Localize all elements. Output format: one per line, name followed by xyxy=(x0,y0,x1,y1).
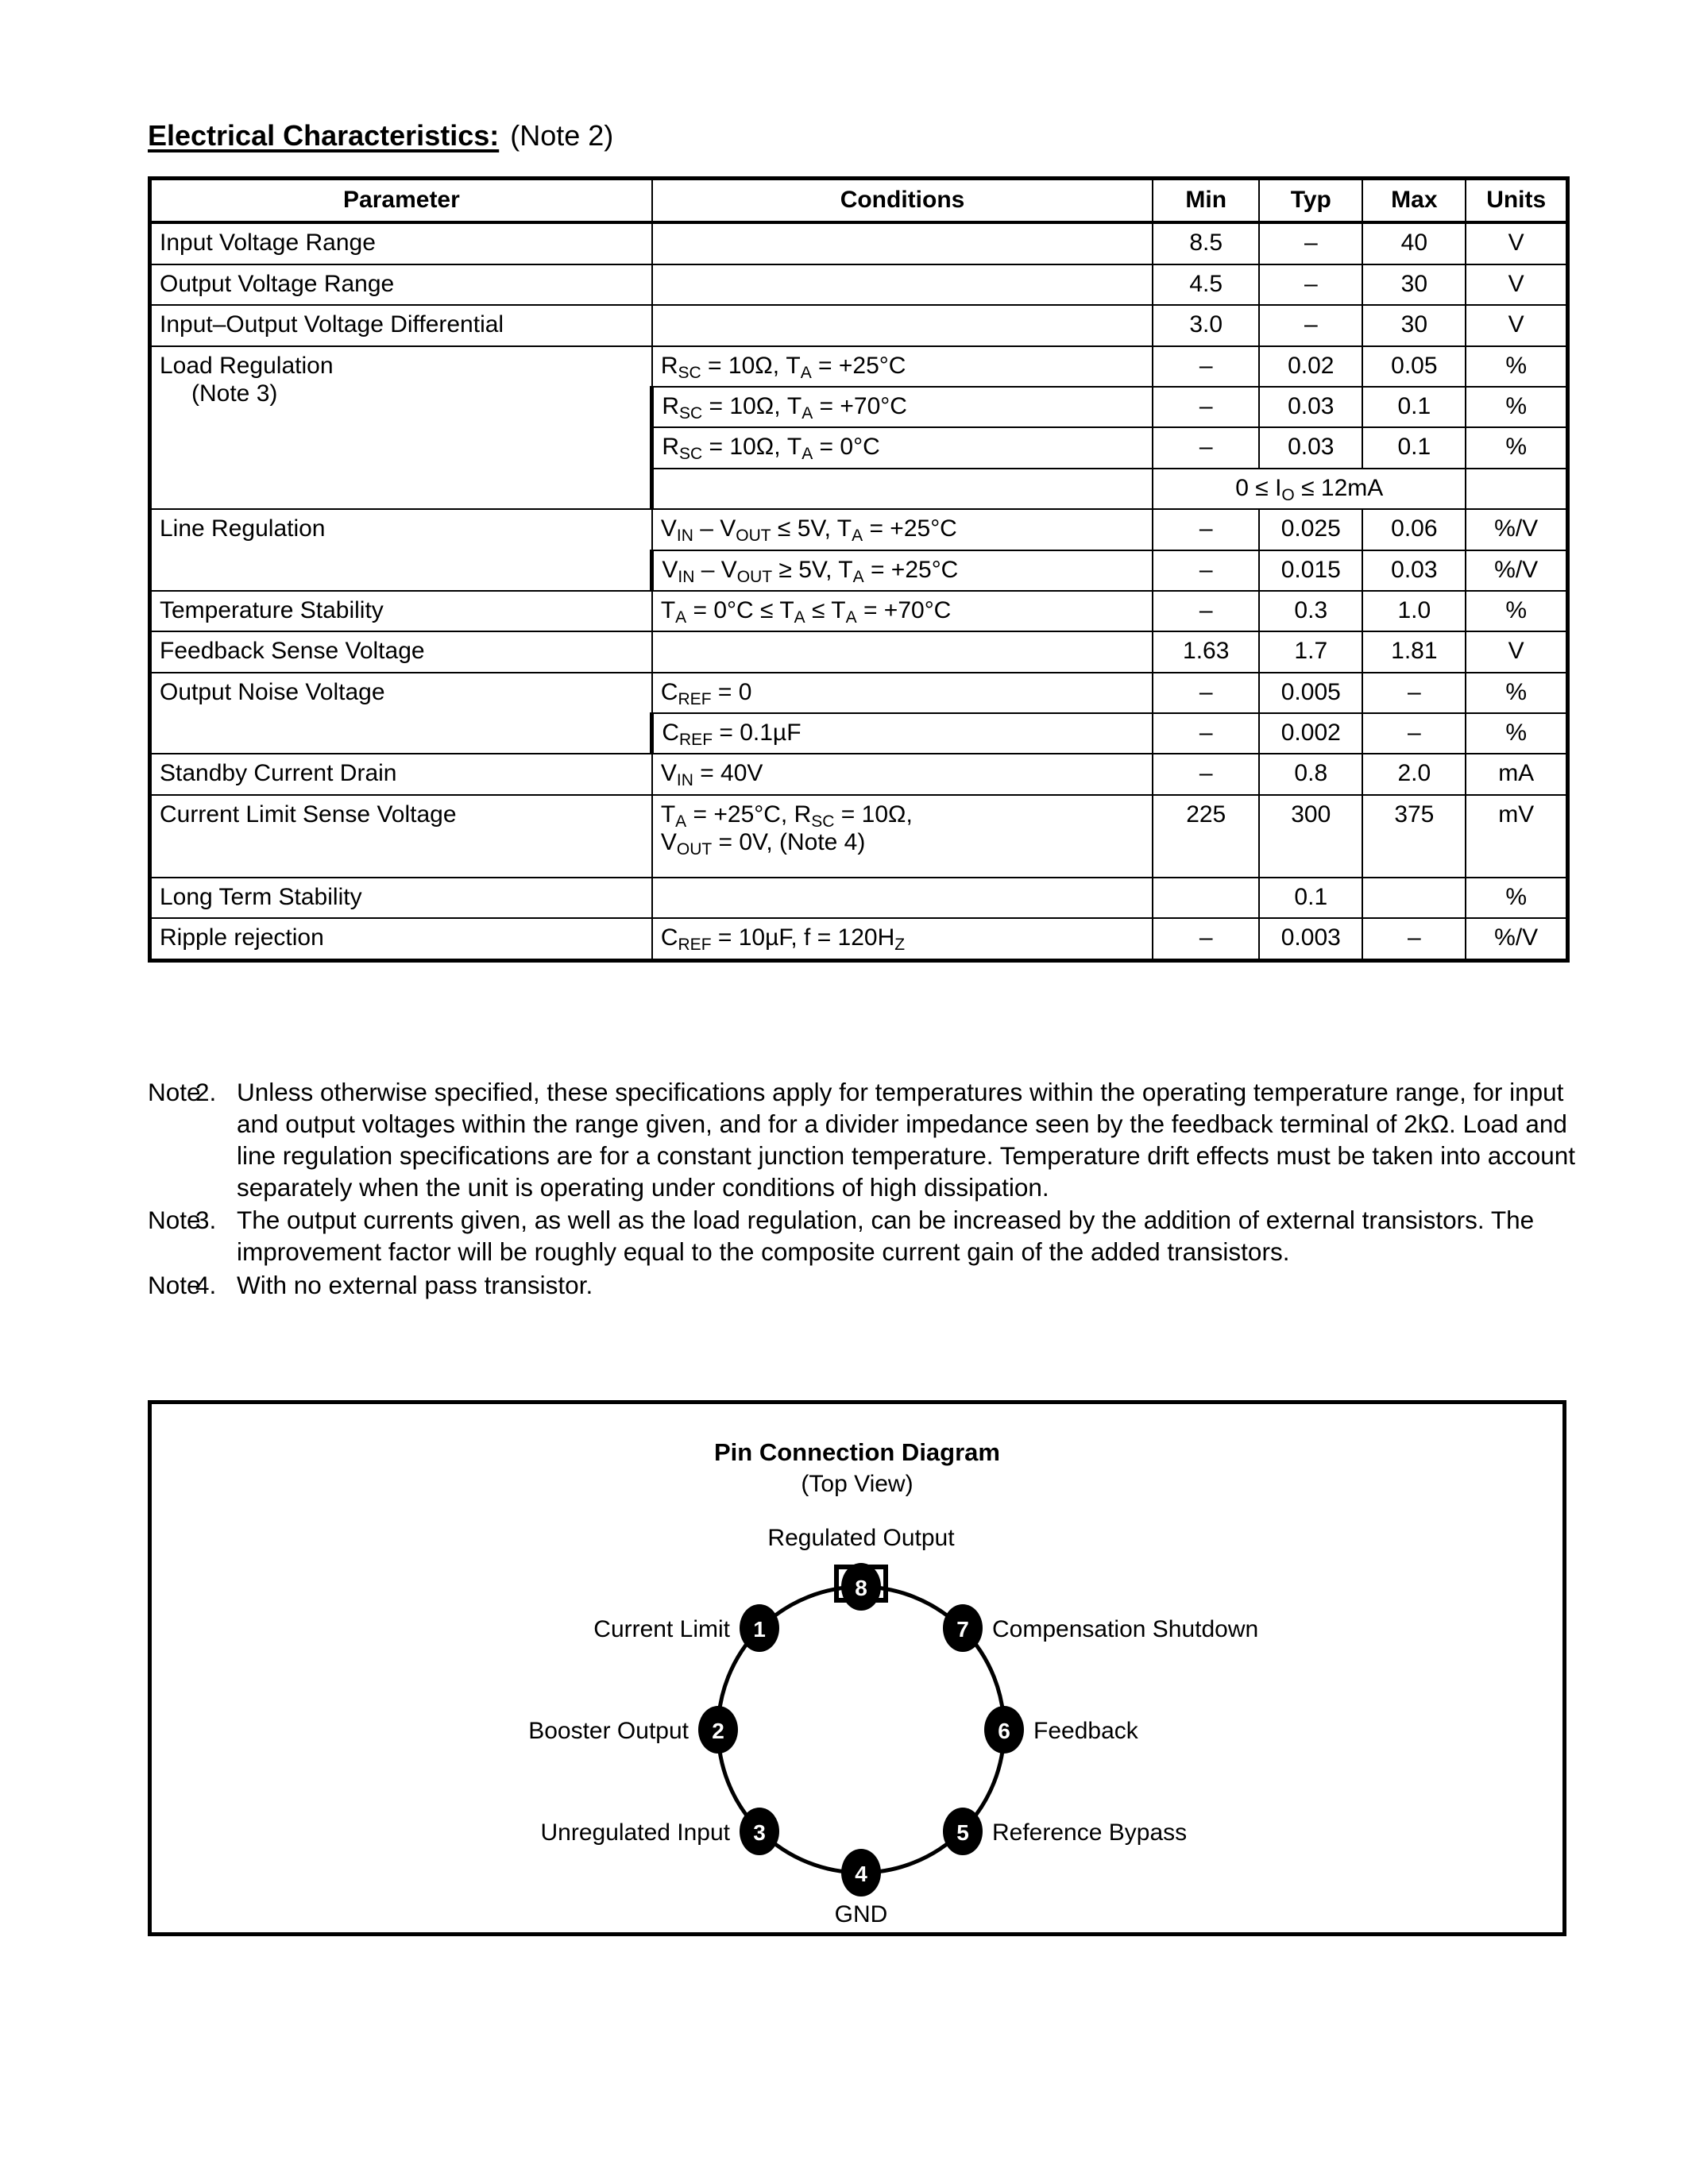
cell-units: V xyxy=(1466,222,1567,264)
cell-units: % xyxy=(1466,346,1567,387)
cell-max: 40 xyxy=(1362,222,1466,264)
cell-parameter: Input–Output Voltage Differential xyxy=(150,305,652,345)
cell-max xyxy=(1362,878,1466,918)
cell-units: % xyxy=(1466,591,1567,631)
cell-typ: 0.02 xyxy=(1259,346,1362,387)
notes-section xyxy=(148,1077,1578,1303)
cell-typ: 0.005 xyxy=(1259,673,1362,713)
cell-parameter: Long Term Stability xyxy=(150,878,652,918)
pin-2 xyxy=(528,1706,738,1754)
cell-conditions: $R_{SC} = 10\Omega$, $T_A = +25^\circ C$ xyxy=(652,346,1153,387)
cell-units: V xyxy=(1466,305,1567,345)
cell-max: – xyxy=(1362,918,1466,960)
cell-min: – xyxy=(1153,346,1259,387)
cell-conditions xyxy=(652,631,1153,672)
cell-conditions: $C_{REF} = 0$ xyxy=(652,673,1153,713)
pin-label-current-limit: Current Limit xyxy=(593,1616,730,1642)
cell-conditions xyxy=(652,469,1153,509)
note-text: The output currents given, as well as the load regulation, can be increased by the addition of external transistors. The improvement factor will be roughly equal to the composite current gain of the added transistors. xyxy=(237,1206,1535,1267)
pin-label-unregulated-input: Unregulated Input xyxy=(540,1819,730,1846)
cell-parameter: Output Voltage Range xyxy=(150,264,652,305)
cell-conditions xyxy=(652,878,1153,918)
cell-parameter: Output Noise Voltage xyxy=(150,673,652,754)
cell-conditions xyxy=(652,222,1153,264)
pin-number-2: 2 xyxy=(712,1719,724,1743)
cell-conditions xyxy=(652,305,1153,345)
cell-typ: 0.03 xyxy=(1259,427,1362,468)
cell-min: – xyxy=(1153,550,1259,591)
pin-3 xyxy=(540,1808,779,1855)
cell-max: 0.1 xyxy=(1362,427,1466,468)
pin-number-3: 3 xyxy=(753,1820,766,1845)
note-number: 2. xyxy=(195,1078,217,1106)
cell-max: 375 xyxy=(1362,795,1466,878)
cell-max: 30 xyxy=(1362,305,1466,345)
section-note-ref: (Note 2) xyxy=(510,119,614,152)
cell-conditions: $V_{IN} - V_{OUT} \ge 5V$, $T_A = +25^\circ C$ xyxy=(652,550,1153,591)
pin-label-feedback: Feedback xyxy=(1033,1718,1138,1744)
cell-max: 1.0 xyxy=(1362,591,1466,631)
cell-typ: 0.8 xyxy=(1259,754,1362,794)
cell-units xyxy=(1466,469,1567,509)
column-header-parameter: Parameter xyxy=(150,179,652,223)
cell-typ: 0.015 xyxy=(1259,550,1362,591)
cell-min xyxy=(1153,878,1259,918)
cell-parameter: Input Voltage Range xyxy=(150,222,652,264)
cell-conditions: $V_{IN} - V_{OUT} \le 5V$, $T_A = +25^\circ C$ xyxy=(652,509,1153,550)
pin-number-5: 5 xyxy=(956,1820,969,1845)
cell-min: – xyxy=(1153,918,1259,960)
pin-5 xyxy=(943,1808,1187,1855)
cell-units: % xyxy=(1466,387,1567,427)
cell-min: 3.0 xyxy=(1153,305,1259,345)
note-number: 3. xyxy=(195,1206,217,1235)
table-row xyxy=(150,591,1568,631)
pin-7 xyxy=(943,1604,1258,1652)
cell-min: 4.5 xyxy=(1153,264,1259,305)
pin-number-4: 4 xyxy=(855,1862,867,1886)
table-row xyxy=(150,754,1568,794)
cell-max: 30 xyxy=(1362,264,1466,305)
cell-max: 0.03 xyxy=(1362,550,1466,591)
column-header-min: Min xyxy=(1153,179,1259,223)
diagram-subtitle: (Top View) xyxy=(801,1471,914,1497)
cell-conditions xyxy=(652,264,1153,305)
cell-parameter: Current Limit Sense Voltage xyxy=(150,795,652,878)
table-row xyxy=(150,509,1568,550)
cell-spanned-condition: $0 \le I_O \le 12mA$ xyxy=(1153,469,1466,509)
diagram-title: Pin Connection Diagram xyxy=(714,1438,1000,1466)
cell-typ: 0.002 xyxy=(1259,713,1362,754)
pin-number-6: 6 xyxy=(998,1719,1010,1743)
cell-parameter: Standby Current Drain xyxy=(150,754,652,794)
cell-min: – xyxy=(1153,754,1259,794)
cell-min: – xyxy=(1153,387,1259,427)
pin-label-compensation-shutdown: Compensation Shutdown xyxy=(992,1616,1259,1642)
pin-1 xyxy=(593,1604,779,1652)
cell-max: 1.81 xyxy=(1362,631,1466,672)
cell-max: – xyxy=(1362,673,1466,713)
cell-min: – xyxy=(1153,509,1259,550)
pin-6 xyxy=(984,1706,1139,1754)
table-row xyxy=(150,795,1568,878)
cell-parameter xyxy=(150,346,652,510)
cell-units: % xyxy=(1466,713,1567,754)
cell-conditions: $R_{SC} = 10\Omega$, $T_A = 0^\circ C$ xyxy=(652,427,1153,468)
note-label: Note xyxy=(148,1271,201,1300)
pin-number-7: 7 xyxy=(956,1617,969,1642)
pin-4 xyxy=(835,1849,888,1927)
column-header-typ: Typ xyxy=(1259,179,1362,223)
pin-circle-graphic xyxy=(152,1404,1570,1932)
cell-typ: – xyxy=(1259,264,1362,305)
cell-units: % xyxy=(1466,878,1567,918)
table-row xyxy=(150,918,1568,960)
note-item xyxy=(148,1270,1578,1302)
cell-conditions: $C_{REF} = 0.1\mu F$ xyxy=(652,713,1153,754)
cell-units: % xyxy=(1466,673,1567,713)
pin-label-booster-output: Booster Output xyxy=(528,1718,689,1744)
cell-max: – xyxy=(1362,713,1466,754)
pin-connection-diagram xyxy=(148,1400,1566,1936)
note-text: Unless otherwise specified, these specifications apply for temperatures within the operating temperature range, for input and output voltages within the range given, and for a divider impedance seen by the feedback terminal of 2kΩ. Load and line regulation specifications are for a constant junction temperature. Temperature drift effects must be taken into account separately when the unit is operating under conditions of high dissipation. xyxy=(237,1078,1576,1202)
table-row xyxy=(150,631,1568,672)
table-row xyxy=(150,673,1568,713)
cell-typ: – xyxy=(1259,305,1362,345)
cell-units: %/V xyxy=(1466,509,1567,550)
cell-min: – xyxy=(1153,713,1259,754)
cell-typ: 0.03 xyxy=(1259,387,1362,427)
cell-conditions: $V_{IN} = 40V$ xyxy=(652,754,1153,794)
note-item xyxy=(148,1077,1578,1203)
cell-units: V xyxy=(1466,631,1567,672)
cell-max: 0.1 xyxy=(1362,387,1466,427)
pin-label-regulated-output: Regulated Output xyxy=(767,1525,955,1551)
cell-units: % xyxy=(1466,427,1567,468)
table-row xyxy=(150,264,1568,305)
section-heading xyxy=(148,119,613,152)
table-row xyxy=(150,222,1568,264)
column-header-conditions: Conditions xyxy=(652,179,1153,223)
cell-min: 225 xyxy=(1153,795,1259,878)
table-row xyxy=(150,878,1568,918)
cell-max: 0.06 xyxy=(1362,509,1466,550)
cell-units: mA xyxy=(1466,754,1567,794)
pin-number-8: 8 xyxy=(855,1576,867,1600)
pin-label-gnd: GND xyxy=(834,1901,888,1927)
parameter-note-ref: (Note 3) xyxy=(191,380,278,407)
cell-min: – xyxy=(1153,673,1259,713)
cell-max: 2.0 xyxy=(1362,754,1466,794)
column-header-max: Max xyxy=(1362,179,1466,223)
note-number: 4. xyxy=(195,1271,217,1300)
pin-8 xyxy=(767,1525,955,1611)
cell-units: %/V xyxy=(1466,918,1567,960)
cell-conditions: $T_A = 0^\circ C \le T_A \le T_A = +70^\circ C$ xyxy=(652,591,1153,631)
parameter-name: Load Regulation xyxy=(160,352,334,379)
section-title: Electrical Characteristics: xyxy=(148,119,500,152)
cell-min: – xyxy=(1153,427,1259,468)
cell-min: – xyxy=(1153,591,1259,631)
cell-parameter: Feedback Sense Voltage xyxy=(150,631,652,672)
pin-label-reference-bypass: Reference Bypass xyxy=(992,1819,1188,1846)
cell-min: 1.63 xyxy=(1153,631,1259,672)
electrical-characteristics-table xyxy=(148,176,1570,963)
note-item xyxy=(148,1205,1578,1268)
cell-typ: 0.003 xyxy=(1259,918,1362,960)
cell-units: mV xyxy=(1466,795,1567,878)
cell-typ: 0.3 xyxy=(1259,591,1362,631)
note-text: With no external pass transistor. xyxy=(237,1271,593,1300)
cell-parameter: Line Regulation xyxy=(150,509,652,591)
cell-units: %/V xyxy=(1466,550,1567,591)
cell-conditions: $R_{SC} = 10\Omega$, $T_A = +70^\circ C$ xyxy=(652,387,1153,427)
cell-conditions: $T_A = +25^\circ C$, $R_{SC} = 10\Omega$, $V_{OUT} = 0V$, (Note 4) xyxy=(652,795,1153,878)
cell-typ: – xyxy=(1259,222,1362,264)
cell-typ: 0.1 xyxy=(1259,878,1362,918)
note-label: Note xyxy=(148,1206,201,1235)
cell-parameter: Ripple rejection xyxy=(150,918,652,960)
cell-typ: 300 xyxy=(1259,795,1362,878)
column-header-units: Units xyxy=(1466,179,1567,223)
pin-number-1: 1 xyxy=(753,1617,766,1642)
cell-typ: 1.7 xyxy=(1259,631,1362,672)
cell-typ: 0.025 xyxy=(1259,509,1362,550)
note-label: Note xyxy=(148,1078,201,1106)
cell-min: 8.5 xyxy=(1153,222,1259,264)
cell-units: V xyxy=(1466,264,1567,305)
cell-parameter: Temperature Stability xyxy=(150,591,652,631)
table-header-row xyxy=(150,179,1568,223)
table-row xyxy=(150,305,1568,345)
cell-conditions: $C_{REF} = 10\mu F$, $f = 120H_Z$ xyxy=(652,918,1153,960)
table-row xyxy=(150,346,1568,387)
cell-max: 0.05 xyxy=(1362,346,1466,387)
